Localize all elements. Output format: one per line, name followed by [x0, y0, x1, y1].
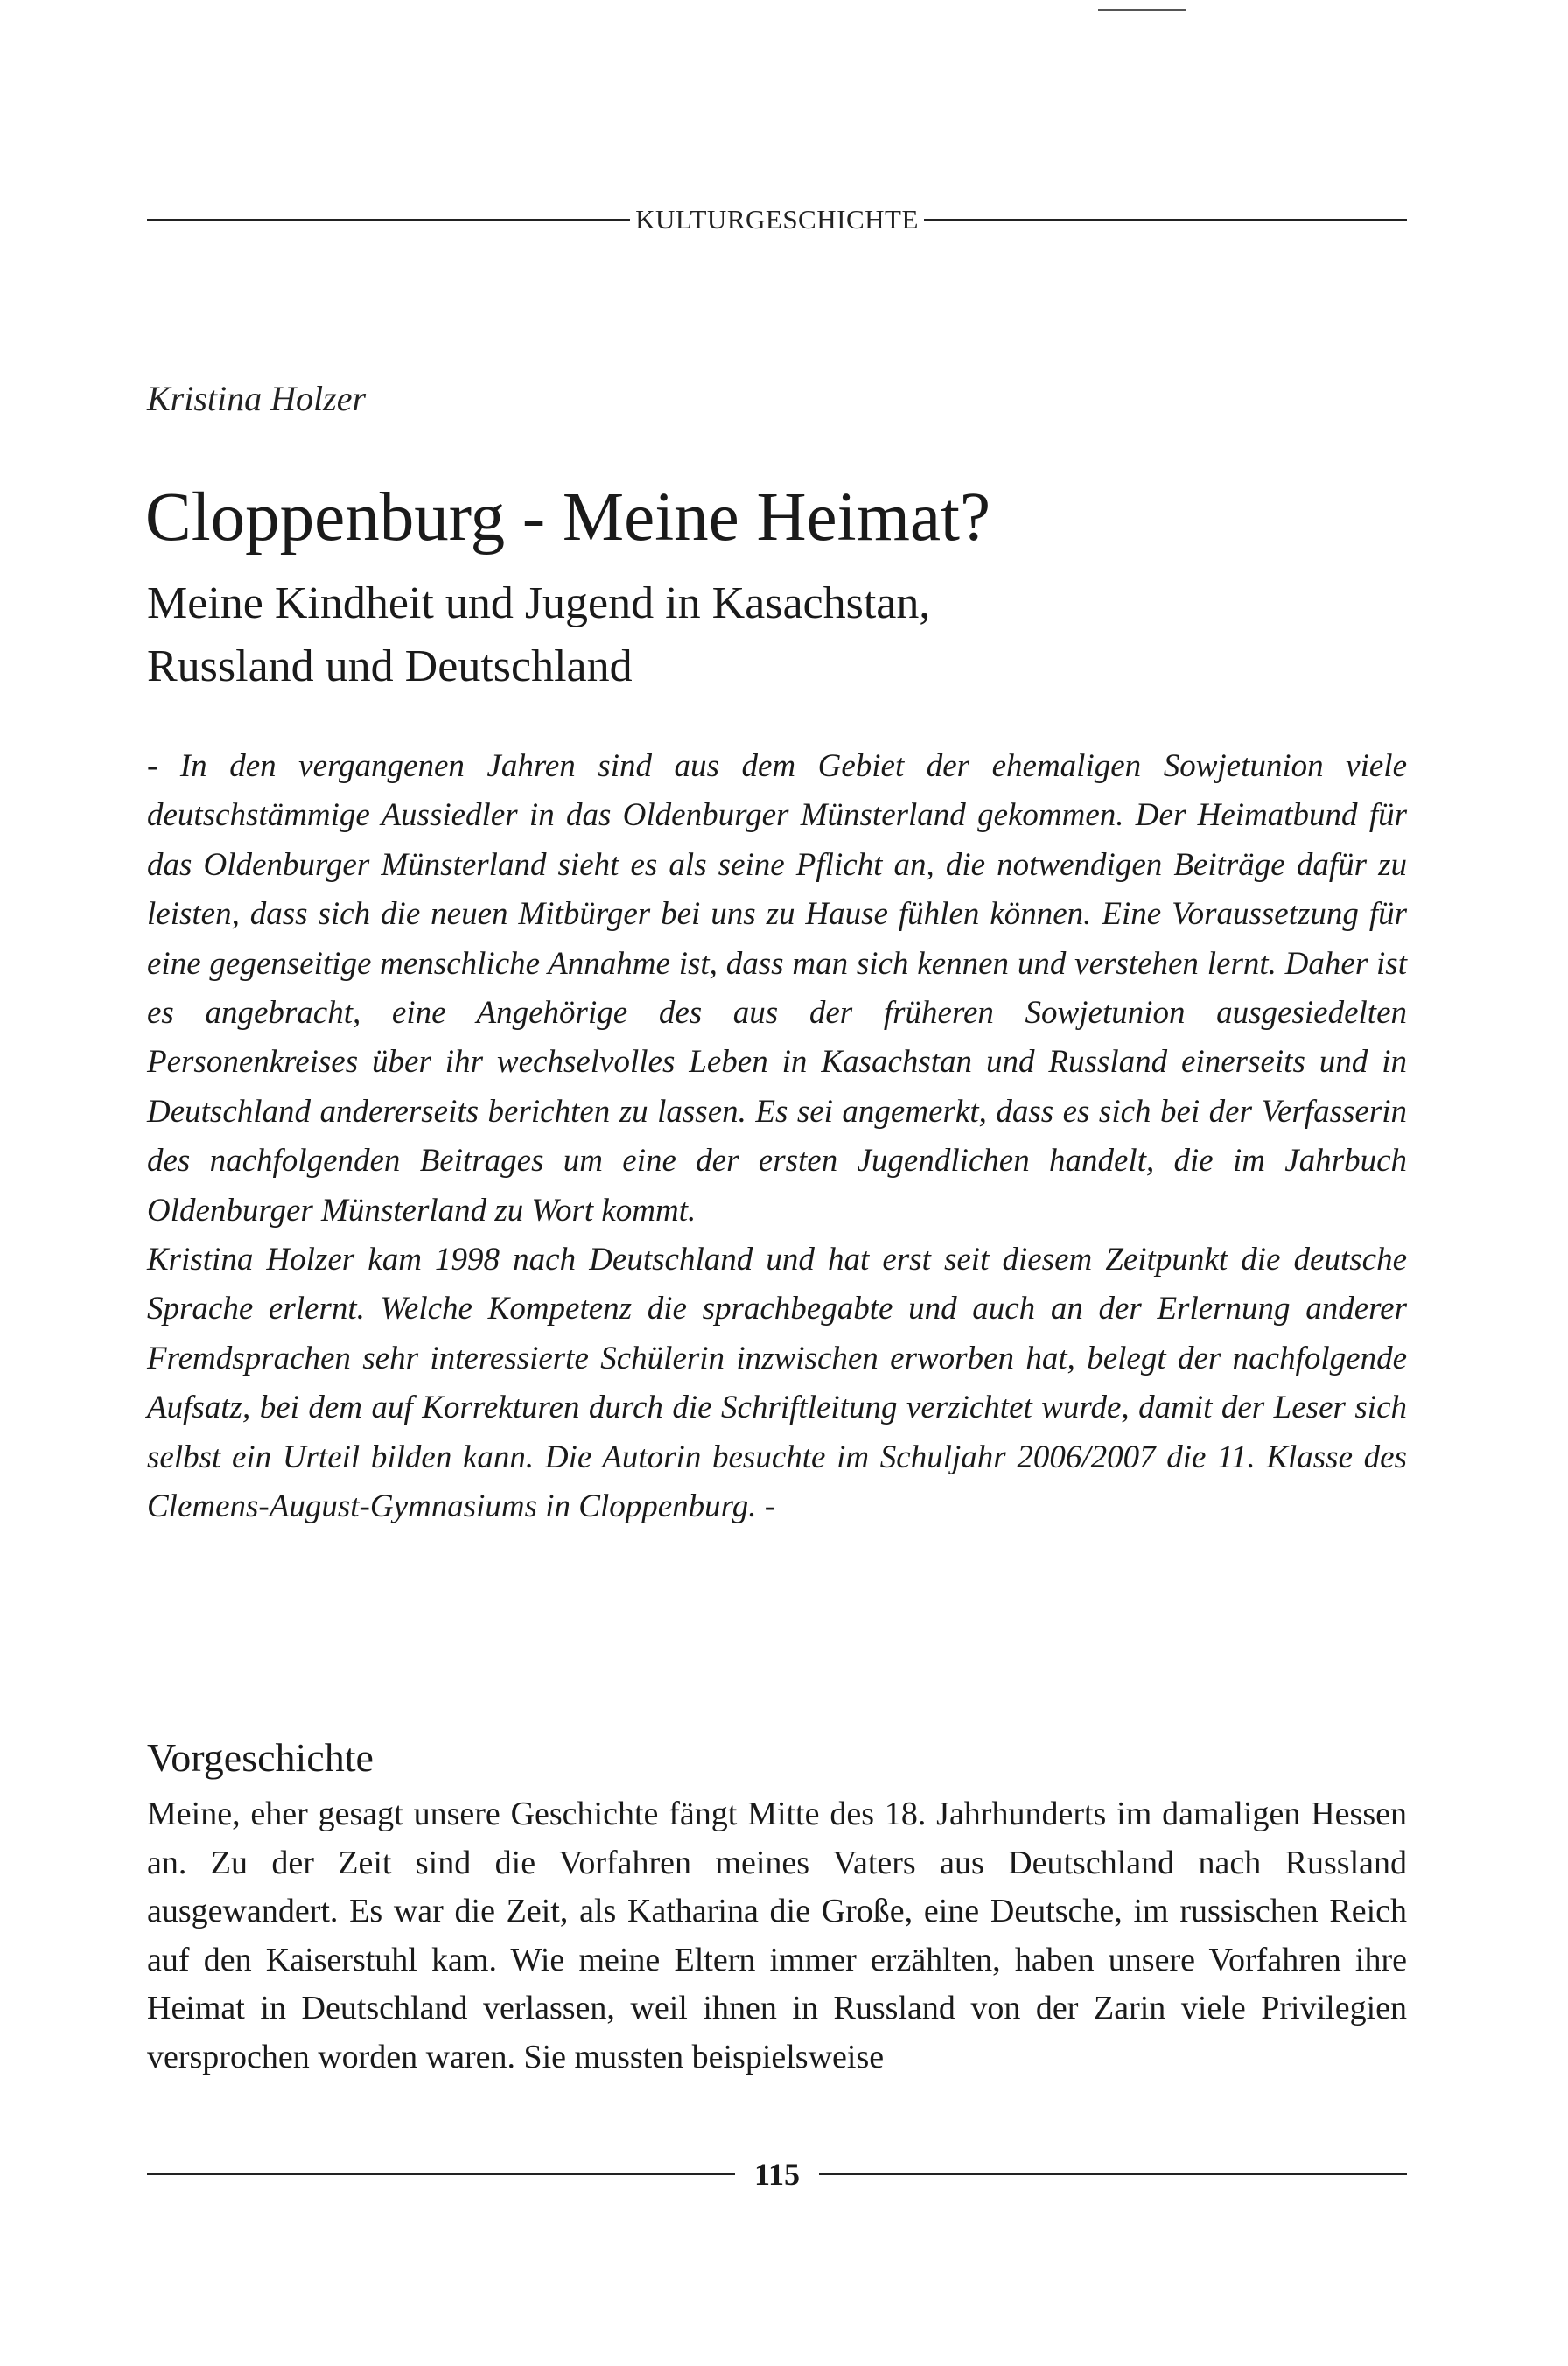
article-subtitle [147, 572, 1407, 698]
author-name: Kristina Holzer [147, 379, 367, 418]
section-heading: Vorgeschichte [147, 1735, 374, 1780]
footer-rule-right [819, 2174, 1407, 2175]
page-footer [147, 2154, 1407, 2194]
body-paragraph: Meine, eher gesagt unsere Geschichte fängt Mitte des 18. Jahrhunderts im damaligen Hessen an. Zu der Zeit sind die Vorfahren meines Vaters aus Deutschland nach Russland ausgewandert. Es war die Zeit, als Katharina die Große, eine Deutsche, im russischen Reich auf den Kaiserstuhl kam. Wie meine Eltern immer erzählten, haben unsere Vorfahren ihre Heimat in Deutschland verlassen, weil ihnen in Russland von der Zarin viele Privilegien versprochen worden waren. Sie mussten beispielsweise [147, 1796, 1407, 2076]
intro-paragraph: Kristina Holzer kam 1998 nach Deutschland und hat erst seit diesem Zeitpunkt die deutsche Sprache erlernt. Welche Kompetenz die sprachbegabte und auch an der Erlernung anderer Fremdsprachen sehr interessierte Schülerin inzwischen erworben hat, belegt der nachfolgende Aufsatz, bei dem auf Korrekturen durch die Schriftleitung verzichtet wurde, damit der Leser sich selbst ein Urteil bilden kann. Die Autorin besuchte im Schuljahr 2006/2007 die 11. Klasse des Clemens-August-Gymnasiums in Cloppenburg. - [147, 1242, 1407, 1525]
header-rule-right [924, 219, 1407, 220]
body-text [147, 1790, 1407, 2082]
section-label: KULTURGESCHICHTE [635, 204, 919, 234]
scan-corner-mark [1098, 9, 1186, 10]
footer-rule-left [147, 2174, 735, 2175]
page-number: 115 [754, 2157, 801, 2192]
subtitle-line: Russland und Deutschland [147, 641, 633, 691]
editorial-intro [147, 742, 1407, 1532]
running-header [147, 200, 1407, 240]
article-title: Cloppenburg - Meine Heimat? [145, 480, 991, 556]
header-rule-left [147, 219, 630, 220]
subtitle-line: Meine Kindheit und Jugend in Kasachstan, [147, 578, 931, 628]
intro-paragraph: - In den vergangenen Jahren sind aus dem Gebiet der ehemaligen Sowjetunion viele deutschstämmige Aussiedler in das Oldenburger Münsterland gekommen. Der Heimatbund für das Oldenburger Münsterland sieht es als seine Pflicht an, die notwendigen Beiträge dafür zu leisten, dass sich die neuen Mitbürger bei uns zu Hause fühlen können. Eine Voraussetzung für eine gegenseitige menschliche Annahme ist, dass man sich kennen und verstehen lernt. Daher ist es angebracht, eine Angehörige des aus der früheren Sowjetunion ausgesiedelten Personenkreises über ihr wechselvolles Leben in Kasachstan und Russland einerseits und in Deutschland andererseits berichten zu lassen. Es sei angemerkt, dass es sich bei der Verfasserin des nachfolgenden Beitrages um eine der ersten Jugendlichen handelt, die im Jahrbuch Oldenburger Münsterland zu Wort kommt. [147, 748, 1407, 1228]
